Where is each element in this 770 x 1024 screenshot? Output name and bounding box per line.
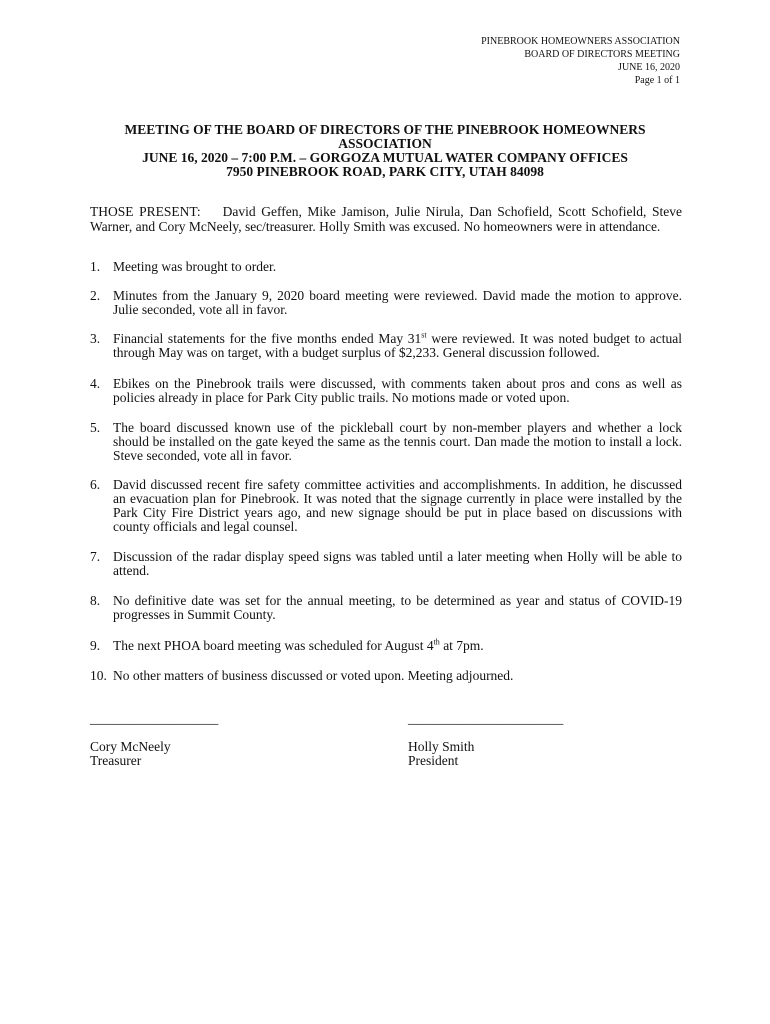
item-text: Meeting was brought to order.	[113, 259, 277, 274]
item-number: 6.	[90, 477, 101, 492]
item-number: 8.	[90, 593, 101, 608]
title-line-1: MEETING OF THE BOARD OF DIRECTORS OF THE PINEBROOK HOMEOWNERS	[124, 122, 646, 137]
item-number: 7.	[90, 549, 101, 564]
list-item	[90, 260, 682, 274]
header-meeting: BOARD OF DIRECTORS MEETING	[524, 49, 680, 60]
list-item	[90, 639, 682, 653]
attendance-label: THOSE PRESENT:	[90, 204, 201, 219]
signature-block-treasurer	[90, 712, 218, 768]
item-number: 5.	[90, 420, 101, 435]
item-number: 1.	[90, 259, 101, 274]
item-text-part: Financial statements for the five months ended May 31	[113, 331, 422, 346]
signature-line: ___________________	[90, 711, 219, 726]
list-item	[90, 289, 682, 317]
list-item	[90, 669, 682, 683]
item-text-part: were reviewed. It was noted budget to actual through May was on target, with a budget surplus of $2,233. General discussion followed.	[113, 331, 682, 360]
signer-title: President	[408, 753, 459, 768]
list-item	[90, 377, 682, 405]
title-line-4: 7950 PINEBROOK ROAD, PARK CITY, UTAH 84098	[226, 164, 544, 179]
item-text-part: The next PHOA board meeting was scheduled for August 4	[113, 638, 434, 653]
signature-block-president	[408, 712, 563, 768]
running-header	[481, 35, 680, 87]
item-number: 9.	[90, 638, 101, 653]
item-number: 4.	[90, 376, 101, 391]
item-text	[113, 332, 682, 360]
header-org: PINEBROOK HOMEOWNERS ASSOCIATION	[481, 36, 680, 47]
list-item	[90, 550, 682, 578]
header-page-number: Page 1 of 1	[634, 75, 680, 86]
ordinal-suffix: th	[433, 637, 440, 647]
item-number: 10.	[90, 668, 107, 683]
title-line-3: JUNE 16, 2020 – 7:00 P.M. – GORGOZA MUTUAL WATER COMPANY OFFICES	[142, 150, 628, 165]
item-text: No other matters of business discussed or voted upon. Meeting adjourned.	[113, 668, 514, 683]
header-date: JUNE 16, 2020	[618, 62, 680, 73]
signature-line: _______________________	[408, 711, 564, 726]
item-text: The board discussed known use of the pickleball court by non-member players and whether a lock should be installed on the gate keyed the same as the tennis court. Dan made the motion to install a lock. Steve seconded, vote all in favor.	[113, 420, 682, 463]
item-text	[113, 639, 682, 653]
signer-name: Cory McNeely	[90, 739, 171, 754]
item-text: Discussion of the radar display speed signs was tabled until a later meeting when Holly will be able to attend.	[113, 549, 682, 578]
item-text: Minutes from the January 9, 2020 board meeting were reviewed. David made the motion to approve. Julie seconded, vote all in favor.	[113, 288, 682, 317]
item-text: No definitive date was set for the annual meeting, to be determined as year and status of COVID-19 progresses in Summit County.	[113, 593, 682, 622]
document-title	[90, 123, 680, 179]
item-number: 2.	[90, 288, 101, 303]
list-item	[90, 421, 682, 463]
list-item	[90, 332, 682, 360]
attendance-text: David Geffen, Mike Jamison, Julie Nirula, Dan Schofield, Scott Schofield, Steve Warner, and Cory McNeely, sec/treasurer. Holly Smith was excused. No homeowners were in attendance.	[90, 204, 682, 234]
item-text-part: at 7pm.	[439, 638, 484, 653]
ordinal-suffix: st	[421, 330, 427, 340]
item-text: Ebikes on the Pinebrook trails were discussed, with comments taken about pros and cons as well as policies already in place for Park City public trails. No motions made or voted upon.	[113, 376, 682, 405]
signer-name: Holly Smith	[408, 739, 475, 754]
item-number: 3.	[90, 331, 101, 346]
list-item	[90, 594, 682, 622]
list-item	[90, 478, 682, 534]
title-line-2: ASSOCIATION	[338, 136, 432, 151]
attendance-paragraph	[90, 204, 682, 234]
signer-title: Treasurer	[90, 753, 142, 768]
item-text: David discussed recent fire safety committee activities and accomplishments. In addition, he discussed an evacuation plan for Pinebrook. It was noted that the signage currently in place were installed by the Park City Fire District years ago, and new signage should be put in place based on discussions with county officials and legal counsel.	[113, 477, 682, 534]
